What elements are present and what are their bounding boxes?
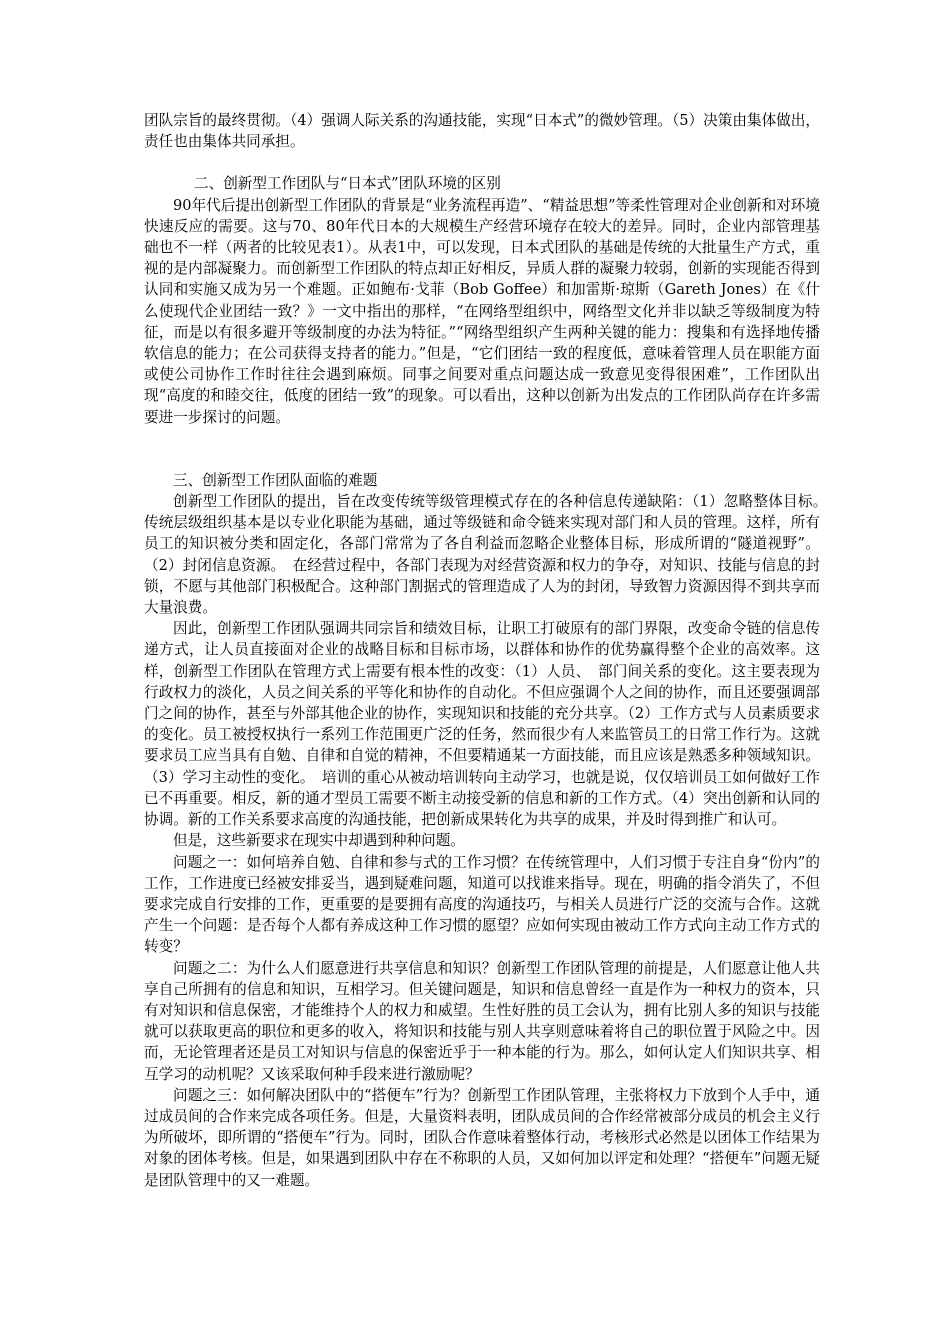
intro-paragraph: 团队宗旨的最终贯彻。（4）强调人际关系的沟通技能，实现“日本式”的微妙管理。（5）决策由集体做出，责任也由集体共同承担。 <box>144 112 820 151</box>
section-2-paragraph-1: 90年代后提出创新型工作团队的背景是“业务流程再造”、“精益思想”等柔性管理对企业创新和对环境快速反应的需要。这与70、80年代日本的大规模生产经营环境存在较大的差异。同时，企业内部管理基础也不一样（两者的比较见表1）。从表1中，可以发现，日本式团队的基础是传统的大批量生产方式，重视的是内部凝聚力。而创新型工作团队的特点却正好相反，异质人群的凝聚力较弱，创新的实现能否得到认同和实施又成为另一个难题。正如鲍布·戈菲（Bob Goffee）和加雷斯·琼斯（Gareth Jones）在《什么使现代企业团结一致？》一文中指出的那样，“在网络型组织中，网络型文化并非以缺乏等级制度为特征，而是以有很多避开等级制度的办法为特征。”“网络型组织产生两种关键的能力：搜集和有选择地传播软信息的能力；在公司获得支持者的能力。”但是，“它们团结一致的程度低，意味着管理人员在职能方面或使公司协作工作时往往会遇到麻烦。同事之间要对重点问题达成一致意见变得很困难”，工作团队出现“高度的和睦交往，低度的团结一致”的现象。可以看出，这种以创新为出发点的工作团队尚存在许多需要进一步探讨的问题。 <box>144 196 820 426</box>
section-3-paragraph-6: 问题之三：如何解决团队中的“搭便车”行为？创新型工作团队管理，主张将权力下放到个人手中，通过成员间的合作来完成各项任务。但是，大量资料表明，团队成员间的合作经常被部分成员的机会主义行为所破坏，即所谓的“搭便车”行为。同时，团队合作意味着整体行动，考核形式必然是以团体工作结果为对象的团体考核。但是，如果遇到团队中存在不称职的人员，又如何加以评定和处理？“搭便车”问题无疑是团队管理中的又一难题。 <box>144 1086 820 1189</box>
section-3-paragraph-3: 但是，这些新要求在现实中却遇到种种问题。 <box>173 832 465 850</box>
paragraph-gap <box>144 152 820 173</box>
paragraph-gap <box>144 449 820 470</box>
section-3-paragraph-1: 创新型工作团队的提出，旨在改变传统等级管理模式存在的各种信息传递缺陷：（1）忽略整体目标。 传统层级组织基本是以专业化职能为基础，通过等级链和命令链来实现对部门和人员的管理。这样，所有员工的知识被分类和固定化，各部门常常为了各自利益而忽略企业整体目标，形成所谓的“隧道视野”。（2）封闭信息资源。 在经营过程中，各部门表现为对经营资源和权力的争夺，对知识、技能与信息的封锁，不愿与其他部门积极配合。这种部门割据式的管理造成了人为的封闭，导致智力资源因得不到共享而大量浪费。 <box>144 493 835 617</box>
section-3-paragraph-4: 问题之一：如何培养自勉、自律和参与式的工作习惯？在传统管理中，人们习惯于专注自身“份内”的工作，工作进度已经被安排妥当，遇到疑难问题，知道可以找谁来指导。现在，明确的指令消失了，不但要求完成自行安排的工作，更重要的是要拥有高度的沟通技巧，与相关人员进行广泛的交流与合作。这就产生一个问题：是否每个人都有养成这种工作习惯的愿望？应如何实现由被动工作方式向主动工作方式的转变？ <box>144 853 820 956</box>
paragraph-gap <box>144 428 820 449</box>
section-3-paragraph-2: 因此，创新型工作团队强调共同宗旨和绩效目标，让职工打破原有的部门界限，改变命令链的信息传递方式，让人员直接面对企业的战略目标和目标市场，以群体和协作的优势赢得整个企业的高效率。这样，创新型工作团队在管理方式上需要有根本性的改变：（1）人员、 部门间关系的变化。这主要表现为行政权力的淡化，人员之间关系的平等化和协作的自动化。不但应强调个人之间的协作，而且还要强调部门之间的协作，甚至与外部其他企业的协作，实现知识和技能的充分共享。（2）工作方式与人员素质要求的变化。员工被授权执行一系列工作范围更广泛的任务，然而很少有人来监管员工的日常工作行为。这就要求员工应当具有自勉、自律和自觉的精神，不但要精通某一方面技能，而且应该是熟悉多种领域知识。（3）学习主动性的变化。 培训的重心从被动培训转向主动学习，也就是说，仅仅培训员工如何做好工作已不再重要。相反，新的通才型员工需要不断主动接受新的信息和新的工作方式。（4）突出创新和认同的协调。新的工作关系要求高度的沟通技能，把创新成果转化为共享的成果，并及时得到推广和认可。 <box>144 620 820 829</box>
document-page <box>144 110 835 1191</box>
section-3-paragraph-5: 问题之二：为什么人们愿意进行共享信息和知识？创新型工作团队管理的前提是，人们愿意让他人共享自己所拥有的信息和知识，互相学习。但关键问题是，知识和信息曾经一直是作为一种权力的资本，只有对知识和信息保密，才能维持个人的权力和威望。生性好胜的员工会认为，拥有比别人多的知识与技能就可以获取更高的职位和更多的收入，将知识和技能与别人共享则意味着将自己的职位置于风险之中。因而，无论管理者还是员工对知识与信息的保密近乎于一种本能的行为。那么，如何认定人们知识共享、相互学习的动机呢？又该采取何种手段来进行激励呢？ <box>144 959 820 1083</box>
section-2-heading: 二、创新型工作团队与“日本式”团队环境的区别 <box>194 175 501 193</box>
section-3-heading: 三、创新型工作团队面临的难题 <box>173 471 378 489</box>
